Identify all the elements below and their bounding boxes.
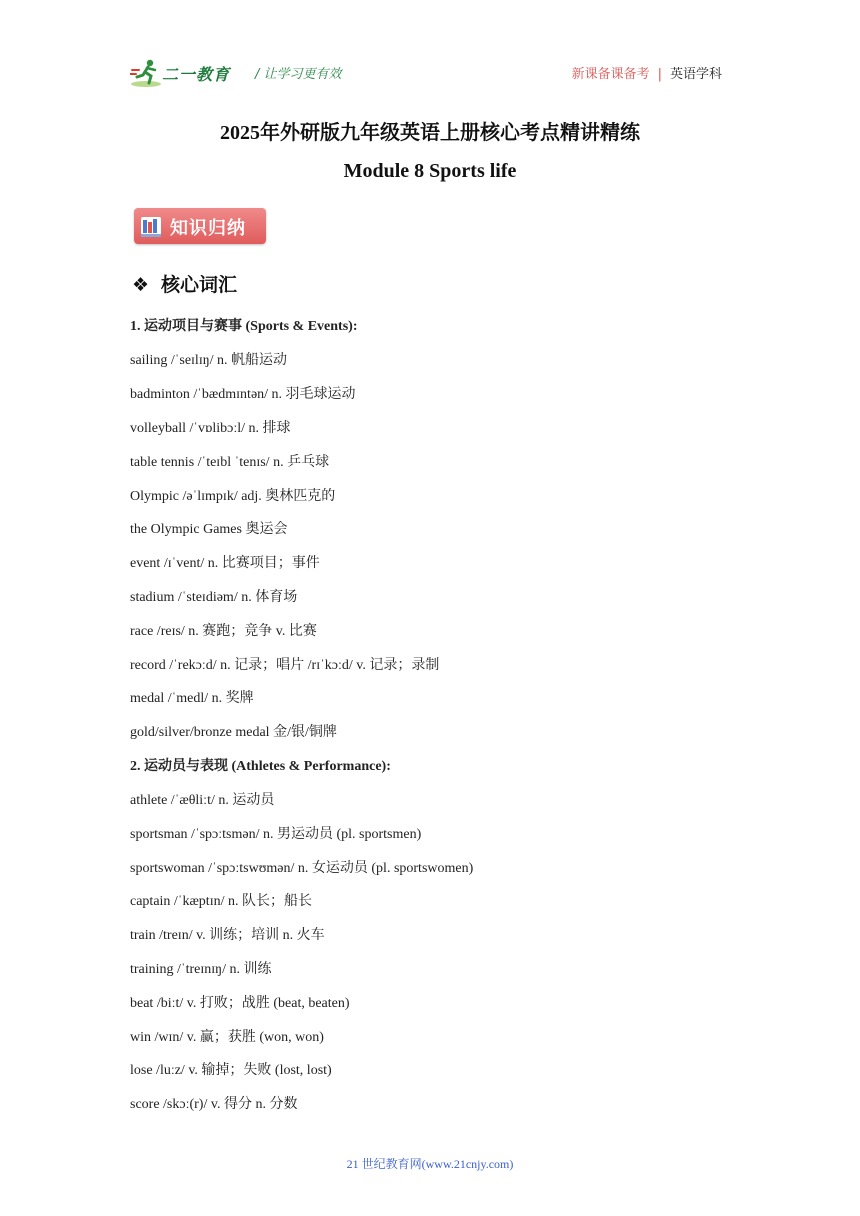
vocab-line: beat /biːt/ v. 打败；战胜 (beat, beaten) xyxy=(130,996,350,1011)
vocab-line: sailing /ˈseɪlɪŋ/ n. 帆船运动 xyxy=(130,353,288,368)
vocab-line: medal /ˈmedl/ n. 奖牌 xyxy=(130,691,254,706)
page-footer: 21 世纪教育网(www.21cnjy.com) xyxy=(346,1157,514,1171)
vocab-line: sportsman /ˈspɔːtsmən/ n. 男运动员 (pl. sportsmen) xyxy=(130,827,422,842)
logo xyxy=(130,58,242,88)
header-separator: | xyxy=(657,67,662,82)
vocab-line: the Olympic Games 奥运会 xyxy=(130,522,288,537)
category-heading: 2. 运动员与表现 (Athletes & Performance): xyxy=(130,759,391,774)
badge-label: 知识归纳 xyxy=(170,218,246,239)
vocab-line: score /skɔː(r)/ v. 得分 n. 分数 xyxy=(130,1097,298,1112)
book-icon xyxy=(140,214,162,238)
page-subtitle: Module 8 Sports life xyxy=(343,160,517,182)
header-slogan: / 让学习更有效 xyxy=(255,67,342,82)
header-right xyxy=(572,63,722,82)
header-label: 新课备课备考 xyxy=(571,67,650,82)
page-title: 2025年外研版九年级英语上册核心考点精讲精练 xyxy=(220,122,640,144)
section-heading xyxy=(132,270,237,297)
vocab-line: training /ˈtreɪnɪŋ/ n. 训练 xyxy=(130,962,272,977)
vocab-line: stadium /ˈsteɪdiəm/ n. 体育场 xyxy=(130,590,298,605)
vocab-line: event /ɪˈvent/ n. 比赛项目；事件 xyxy=(130,556,320,571)
vocab-line: athlete /ˈæθliːt/ n. 运动员 xyxy=(130,793,275,808)
runner-logo-icon xyxy=(130,58,164,88)
knowledge-summary-badge xyxy=(134,208,266,244)
vocab-line: badminton /ˈbædmɪntən/ n. 羽毛球运动 xyxy=(130,387,356,402)
page-header xyxy=(130,56,730,90)
header-subject: 英语学科 xyxy=(669,67,722,82)
vocab-line: captain /ˈkæptɪn/ n. 队长；船长 xyxy=(130,894,312,909)
vocab-line: train /treɪn/ v. 训练；培训 n. 火车 xyxy=(130,928,325,943)
vocab-line: win /wɪn/ v. 赢；获胜 (won, won) xyxy=(130,1030,324,1045)
vocab-line: sportswoman /ˈspɔːtswʊmən/ n. 女运动员 (pl. sportswomen) xyxy=(130,861,474,876)
vocab-line: volleyball /ˈvɒlibɔːl/ n. 排球 xyxy=(130,421,291,436)
vocab-line: record /ˈrekɔːd/ n. 记录；唱片 /rɪˈkɔːd/ v. 记录；录制 xyxy=(130,658,440,673)
section-heading-text: 核心词汇 xyxy=(161,274,238,296)
vocab-line: Olympic /əˈlɪmpɪk/ adj. 奥林匹克的 xyxy=(130,489,336,504)
logo-text: 二一教育 xyxy=(162,65,231,84)
diamond-bullet-icon: ❖ xyxy=(132,274,150,296)
vocab-line: lose /luːz/ v. 输掉；失败 (lost, lost) xyxy=(130,1063,332,1078)
vocab-line: race /reɪs/ n. 赛跑；竞争 v. 比赛 xyxy=(130,624,317,639)
vocab-line: table tennis /ˈteɪbl ˈtenɪs/ n. 乒乓球 xyxy=(130,455,330,470)
category-heading: 1. 运动项目与赛事 (Sports & Events): xyxy=(130,319,358,334)
vocab-line: gold/silver/bronze medal 金/银/铜牌 xyxy=(130,725,337,740)
